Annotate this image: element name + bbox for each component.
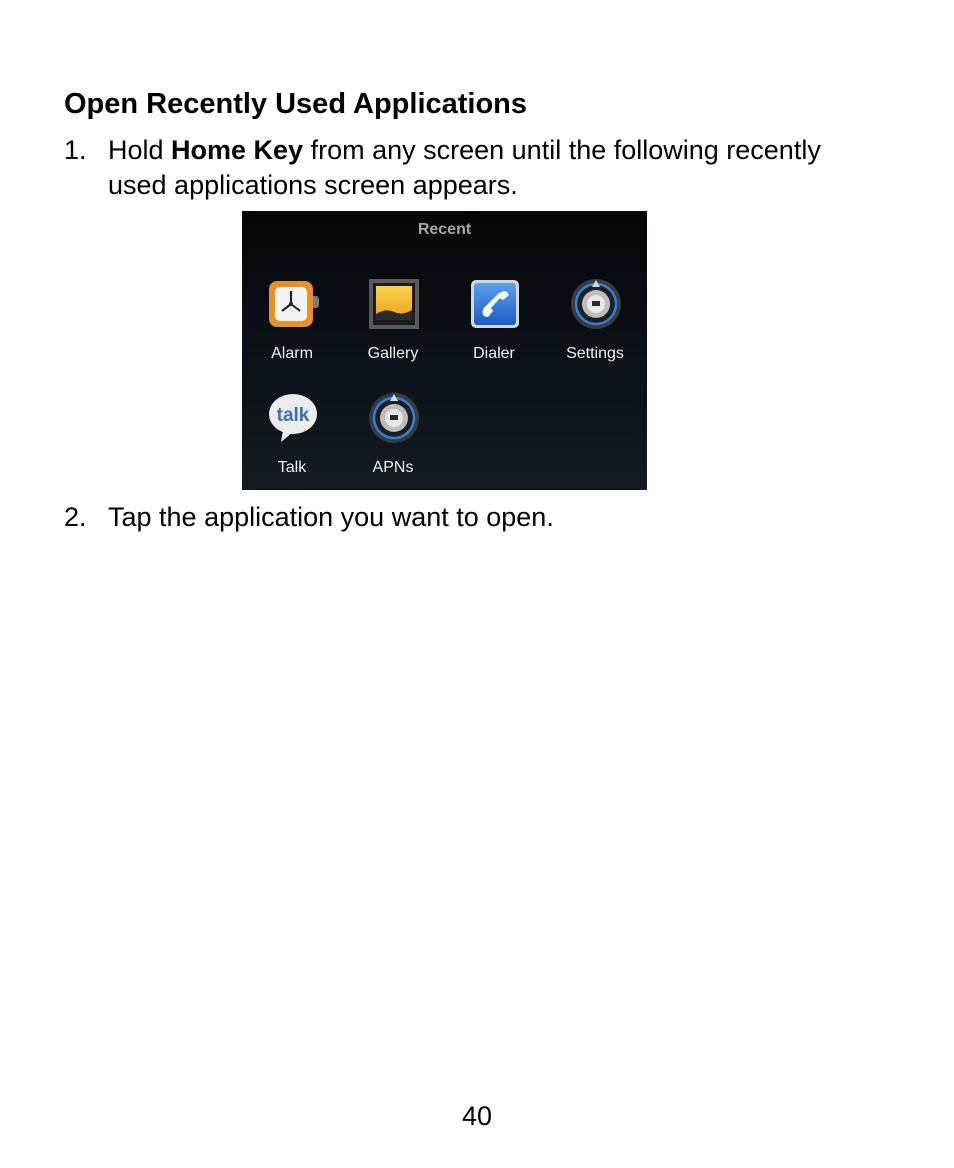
step-text-after: from any screen until the following recently used applications screen appears. <box>108 135 821 200</box>
app-label: Alarm <box>271 345 313 362</box>
recent-app-dialer[interactable] <box>444 278 544 368</box>
recent-app-alarm[interactable] <box>242 278 342 368</box>
app-label: Talk <box>277 459 307 476</box>
step-text <box>108 133 828 203</box>
home-key-label: Home Key <box>171 135 304 165</box>
talk-icon-text: talk <box>276 405 310 426</box>
gallery-icon <box>368 278 420 330</box>
app-label: Dialer <box>473 345 515 362</box>
step-number: 2. <box>64 502 87 532</box>
section-heading: Open Recently Used Applications <box>64 88 528 120</box>
step-number: 1. <box>64 135 87 165</box>
recent-app-talk[interactable] <box>242 392 342 482</box>
step-text: Tap the application you want to open. <box>108 502 554 532</box>
recent-apps-screenshot <box>242 211 647 490</box>
talk-bubble-icon <box>267 392 319 444</box>
app-label: APNs <box>372 459 414 476</box>
page-number: 40 <box>461 1101 493 1131</box>
recent-app-gallery[interactable] <box>343 278 443 368</box>
app-label: Gallery <box>367 345 419 362</box>
alarm-clock-icon <box>267 278 319 330</box>
settings-knob-icon <box>368 392 420 444</box>
recent-app-apns[interactable] <box>343 392 443 482</box>
step-text-before: Hold <box>108 135 172 165</box>
app-label: Settings <box>566 345 624 362</box>
recent-title: Recent <box>417 221 472 238</box>
settings-knob-icon <box>570 278 622 330</box>
phone-icon <box>469 278 521 330</box>
recent-app-settings[interactable] <box>545 278 645 368</box>
